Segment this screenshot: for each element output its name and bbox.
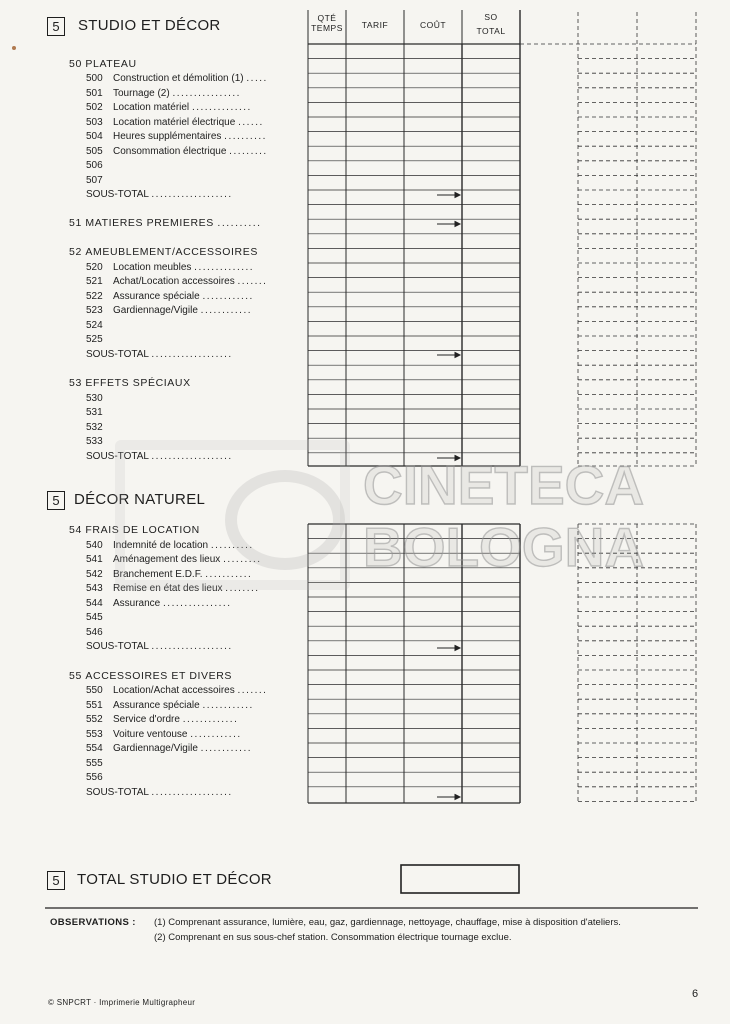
list-item: 551 Assurance spéciale ............ bbox=[86, 700, 254, 711]
section-title-decor-naturel: DÉCOR NATUREL bbox=[74, 491, 206, 508]
subtotal-row: SOUS-TOTAL ................... bbox=[86, 641, 233, 652]
list-item: 545 bbox=[86, 612, 103, 623]
copyright-text: © SNPCRT · Imprimerie Multigrapheur bbox=[48, 998, 196, 1007]
list-item: 533 bbox=[86, 436, 103, 447]
list-item: 546 bbox=[86, 627, 103, 638]
section-number-box: 5 bbox=[47, 491, 65, 510]
list-item: 531 bbox=[86, 407, 103, 418]
section-title-total: TOTAL STUDIO ET DÉCOR bbox=[77, 871, 272, 888]
list-item: 525 bbox=[86, 334, 103, 345]
list-item: 503 Location matériel électrique ...... bbox=[86, 117, 264, 128]
dashed-columns bbox=[520, 12, 696, 803]
list-item: 553 Voiture ventouse ............ bbox=[86, 729, 242, 740]
list-item: 507 bbox=[86, 175, 103, 186]
list-item: 552 Service d'ordre ............. bbox=[86, 714, 239, 725]
group-title: 52 AMEUBLEMENT/ACCESSOIRES bbox=[69, 246, 258, 258]
list-item: 504 Heures supplémentaires .......... bbox=[86, 131, 267, 142]
list-item: 522 Assurance spéciale ............ bbox=[86, 291, 254, 302]
observation-note-1: (1) Comprenant assurance, lumière, eau, gaz, gardiennage, nettoyage, chauffage, mise à disposition d'ateliers. bbox=[154, 917, 621, 928]
list-item: 506 bbox=[86, 160, 103, 171]
header-tarif: TARIF bbox=[361, 20, 389, 30]
observation-note-2: (2) Comprenant en sus sous-chef station. Consommation électrique tournage exclue. bbox=[154, 932, 512, 943]
list-item: 532 bbox=[86, 422, 103, 433]
list-item: 541 Aménagement des lieux ......... bbox=[86, 554, 262, 565]
watermark-text-line1: CINETECA bbox=[363, 454, 645, 516]
list-item: 523 Gardiennage/Vigile ............ bbox=[86, 305, 253, 316]
list-item: 542 Branchement E.D.F. ........... bbox=[86, 569, 253, 580]
list-item: 530 bbox=[86, 393, 103, 404]
subtotal-row: SOUS-TOTAL ................... bbox=[86, 451, 233, 462]
total-box[interactable] bbox=[401, 865, 519, 893]
paper-speck bbox=[12, 46, 16, 50]
list-item: 540 Indemnité de location .......... bbox=[86, 540, 254, 551]
list-item: 544 Assurance ................ bbox=[86, 598, 232, 609]
header-so-total: SO TOTAL bbox=[476, 12, 506, 36]
group-title: 54 FRAIS DE LOCATION bbox=[69, 524, 200, 536]
group-title: 50 PLATEAU bbox=[69, 58, 137, 70]
section-number-box: 5 bbox=[47, 871, 65, 890]
group-title: 51 MATIERES PREMIERES .......... bbox=[69, 217, 262, 229]
list-item: 543 Remise en état des lieux ........ bbox=[86, 583, 260, 594]
list-item: 550 Location/Achat accessoires ....... bbox=[86, 685, 268, 696]
list-item: 505 Consommation électrique ......... bbox=[86, 146, 268, 157]
page-number: 6 bbox=[692, 988, 699, 1000]
list-item: 521 Achat/Location accessoires ....... bbox=[86, 276, 268, 287]
list-item: 520 Location meubles .............. bbox=[86, 262, 255, 273]
group-title: 53 EFFETS SPÉCIAUX bbox=[69, 377, 191, 389]
list-item: 502 Location matériel .............. bbox=[86, 102, 252, 113]
subtotal-row: SOUS-TOTAL ................... bbox=[86, 349, 233, 360]
list-item: 524 bbox=[86, 320, 103, 331]
section-title-studio: STUDIO ET DÉCOR bbox=[78, 17, 221, 34]
list-item: 500 Construction et démolition (1) ..... bbox=[86, 73, 268, 84]
group-title: 55 ACCESSOIRES ET DIVERS bbox=[69, 670, 233, 682]
watermark-text-line2: BOLOGNA bbox=[363, 516, 645, 578]
section-number-box: 5 bbox=[47, 17, 65, 36]
watermark-frame bbox=[115, 440, 350, 590]
header-qte-temps: QTÉ TEMPS bbox=[311, 13, 343, 33]
header-cout: COÛT bbox=[419, 20, 447, 30]
list-item: 554 Gardiennage/Vigile ............ bbox=[86, 743, 253, 754]
list-item: 501 Tournage (2) ................ bbox=[86, 88, 241, 99]
subtotal-row: SOUS-TOTAL ................... bbox=[86, 189, 233, 200]
grid-studio bbox=[308, 10, 520, 466]
subtotal-row: SOUS-TOTAL ................... bbox=[86, 787, 233, 798]
list-item: 555 bbox=[86, 758, 103, 769]
list-item: 556 bbox=[86, 772, 103, 783]
observations-label: OBSERVATIONS : bbox=[50, 917, 136, 928]
